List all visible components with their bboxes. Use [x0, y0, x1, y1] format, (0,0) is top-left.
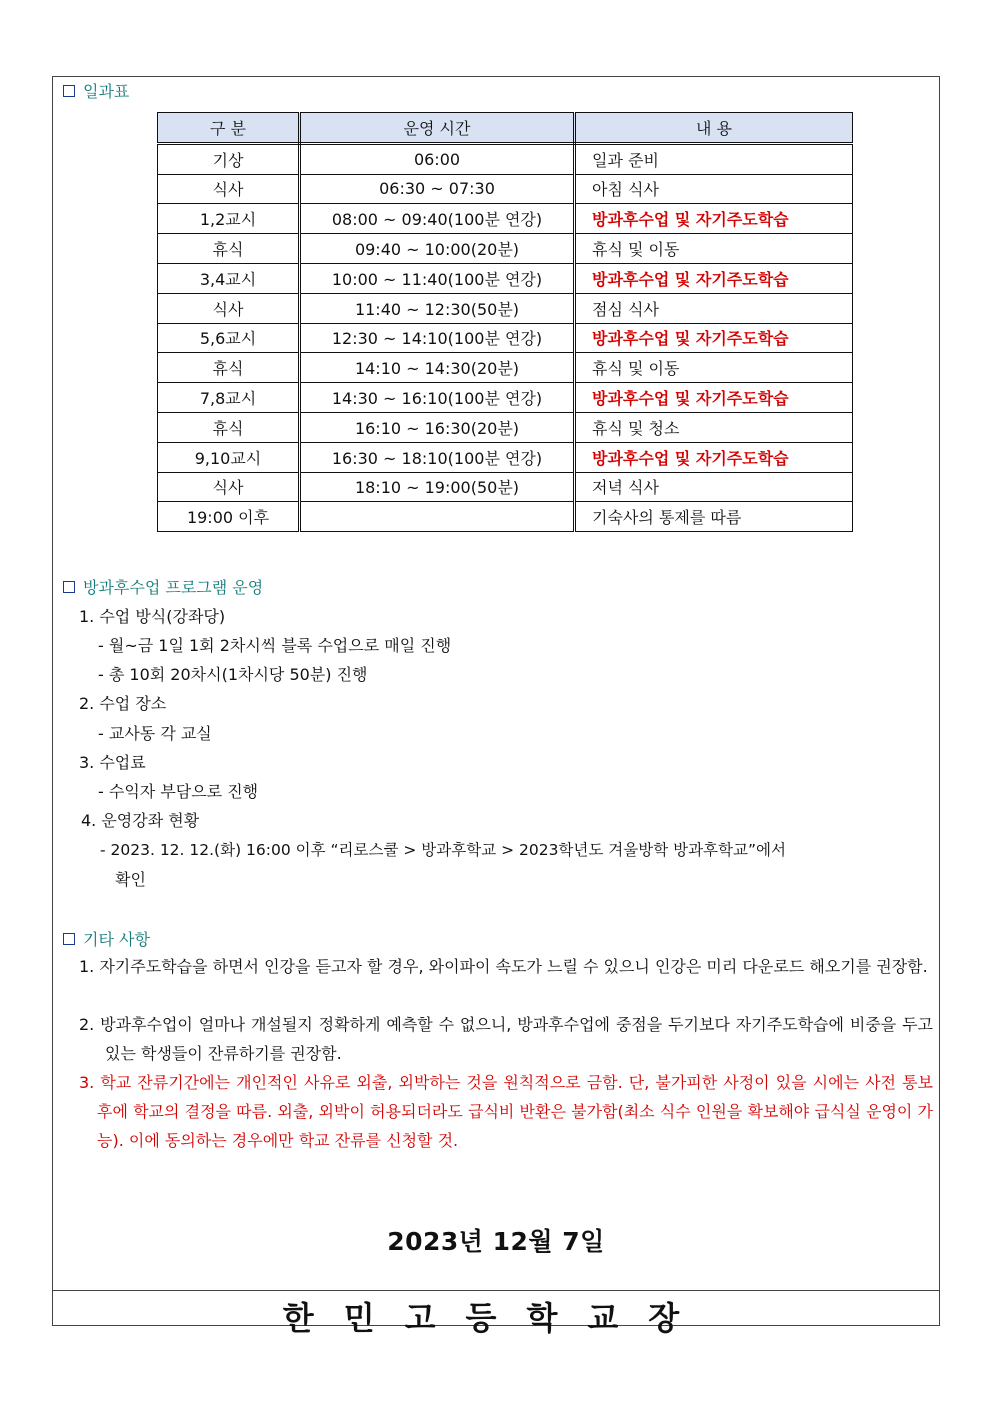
- header-division: 구 분: [158, 113, 300, 144]
- schedule-division-cell: 7,8교시: [158, 383, 300, 413]
- schedule-row: [158, 263, 853, 293]
- schedule-table: [157, 112, 853, 532]
- schedule-division-cell: 휴식: [158, 353, 300, 383]
- schedule-division-cell: 식사: [158, 472, 300, 502]
- etc-item-3: 3. 학교 잔류기간에는 개인적인 사유로 외출, 외박하는 것을 원칙적으로 금함. 단, 불가피한 사정이 있을 시에는 사전 통보 후에 학교의 결정을 따름. 외출, 외박이 허용되더라도 급식비 반환은 불가함(최소 식수 인원을 확보해야 급식실 운영이 가능). 이에 동의하는 경우에만 학교 잔류를 신청할 것.: [79, 1073, 933, 1150]
- schedule-division-cell: 9,10교시: [158, 442, 300, 472]
- schedule-division-cell: 휴식: [158, 234, 300, 264]
- schedule-time-cell: 06:30 ~ 07:30: [300, 174, 575, 204]
- etc-item-2: 2. 방과후수업이 얼마나 개설될지 정확하게 예측할 수 없으니, 방과후수업에 중점을 두기보다 자기주도학습에 비중을 두고 있는 학생들이 잔류하기를 권장함.: [79, 1015, 933, 1063]
- schedule-time-cell: 18:10 ~ 19:00(50분): [300, 472, 575, 502]
- schedule-content-cell: 방과후수업 및 자기주도학습: [575, 204, 853, 234]
- schedule-division-cell: 휴식: [158, 412, 300, 442]
- schedule-time-cell: [300, 502, 575, 532]
- header-time: 운영 시간: [300, 113, 575, 144]
- schedule-content-cell: 방과후수업 및 자기주도학습: [575, 442, 853, 472]
- schedule-row: [158, 293, 853, 323]
- program-item-4a: - 2023. 12. 12.(화) 16:00 이후 “리로스쿨 > 방과후학교 > 2023학년도 겨울방학 방과후학교”에서: [100, 841, 786, 859]
- schedule-time-cell: 14:10 ~ 14:30(20분): [300, 353, 575, 383]
- schedule-content-cell: 점심 식사: [575, 293, 853, 323]
- document-date: 2023년 12월 7일: [387, 1227, 605, 1256]
- footer-divider: [53, 1290, 939, 1291]
- checkbox-square-icon: [63, 581, 75, 593]
- schedule-content-cell: 아침 식사: [575, 174, 853, 204]
- schedule-header-row: [158, 113, 853, 144]
- schedule-row: [158, 472, 853, 502]
- school-name: 한민고등학교장: [282, 1299, 710, 1337]
- schedule-division-cell: 1,2교시: [158, 204, 300, 234]
- schedule-row: [158, 174, 853, 204]
- schedule-division-cell: 식사: [158, 174, 300, 204]
- schedule-content-cell: 휴식 및 이동: [575, 353, 853, 383]
- schedule-division-cell: 19:00 이후: [158, 502, 300, 532]
- program-heading: 방과후수업 프로그램 운영: [63, 575, 263, 598]
- schedule-content-cell: 일과 준비: [575, 143, 853, 174]
- schedule-row: [158, 323, 853, 353]
- program-item-2: 2. 수업 장소: [79, 694, 167, 713]
- program-item-1a: - 월~금 1일 1회 2차시씩 블록 수업으로 매일 진행: [98, 636, 452, 655]
- schedule-row: [158, 502, 853, 532]
- schedule-time-cell: 16:30 ~ 18:10(100분 연강): [300, 442, 575, 472]
- schedule-row: [158, 412, 853, 442]
- schedule-time-cell: 09:40 ~ 10:00(20분): [300, 234, 575, 264]
- schedule-time-cell: 12:30 ~ 14:10(100분 연강): [300, 323, 575, 353]
- schedule-division-cell: 5,6교시: [158, 323, 300, 353]
- document-frame: [52, 76, 940, 1337]
- schedule-content-cell: 기숙사의 통제를 따름: [575, 502, 853, 532]
- schedule-content-cell: 방과후수업 및 자기주도학습: [575, 263, 853, 293]
- schedule-row: [158, 442, 853, 472]
- program-item-1b: - 총 10회 20차시(1차시당 50분) 진행: [98, 665, 368, 684]
- schedule-row: [158, 204, 853, 234]
- schedule-time-cell: 08:00 ~ 09:40(100분 연강): [300, 204, 575, 234]
- checkbox-square-icon: [63, 85, 75, 97]
- program-item-3a: - 수익자 부담으로 진행: [98, 782, 259, 801]
- schedule-content-cell: 저녁 식사: [575, 472, 853, 502]
- checkbox-square-icon: [63, 933, 75, 945]
- schedule-time-cell: 11:40 ~ 12:30(50분): [300, 293, 575, 323]
- schedule-time-cell: 14:30 ~ 16:10(100분 연강): [300, 383, 575, 413]
- etc-heading: 기타 사항: [63, 927, 150, 950]
- schedule-content-cell: 방과후수업 및 자기주도학습: [575, 383, 853, 413]
- program-item-3: 3. 수업료: [79, 753, 146, 772]
- schedule-division-cell: 기상: [158, 143, 300, 174]
- schedule-content-cell: 휴식 및 청소: [575, 412, 853, 442]
- program-item-4: 4. 운영강좌 현황: [81, 811, 200, 830]
- schedule-division-cell: 식사: [158, 293, 300, 323]
- schedule-time-cell: 16:10 ~ 16:30(20분): [300, 412, 575, 442]
- schedule-row: [158, 383, 853, 413]
- schedule-content-cell: 방과후수업 및 자기주도학습: [575, 323, 853, 353]
- schedule-row: [158, 143, 853, 174]
- schedule-time-cell: 10:00 ~ 11:40(100분 연강): [300, 263, 575, 293]
- header-content: 내 용: [575, 113, 853, 144]
- schedule-time-cell: 06:00: [300, 143, 575, 174]
- program-item-2a: - 교사동 각 교실: [98, 724, 212, 743]
- schedule-content-cell: 휴식 및 이동: [575, 234, 853, 264]
- etc-item-1: 1. 자기주도학습을 하면서 인강을 듣고자 할 경우, 와이파이 속도가 느릴 수 있으니 인강은 미리 다운로드 해오기를 권장함.: [79, 957, 928, 976]
- schedule-row: [158, 353, 853, 383]
- schedule-division-cell: 3,4교시: [158, 263, 300, 293]
- schedule-row: [158, 234, 853, 264]
- program-item-4b: 확인: [115, 870, 146, 889]
- program-item-1: 1. 수업 방식(강좌당): [79, 607, 226, 626]
- schedule-heading: 일과표: [63, 79, 129, 102]
